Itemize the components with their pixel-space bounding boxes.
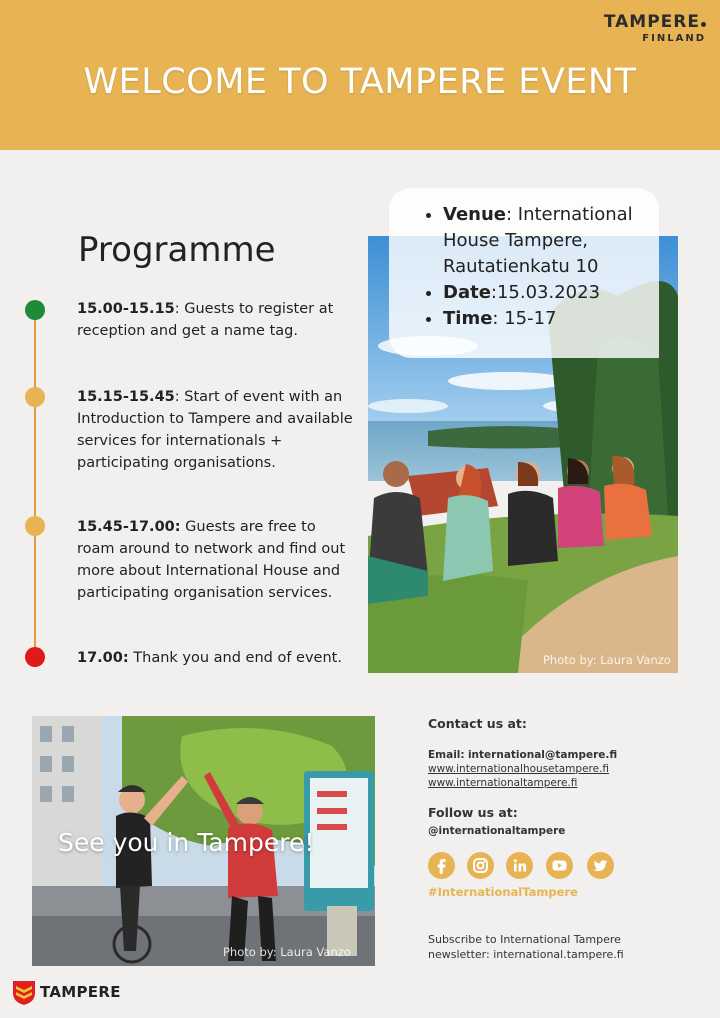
- venue-item: [443, 202, 649, 280]
- event-info-card: [389, 188, 659, 358]
- linkedin-icon[interactable]: [506, 852, 533, 879]
- tampere-finland-logo: [604, 12, 706, 44]
- youtube-icon[interactable]: [546, 852, 573, 879]
- follow-heading: Follow us at:: [428, 805, 518, 820]
- programme-text: Start of event with an Introduction to Tampere and available services for internationals + participating organisations.: [77, 389, 353, 471]
- timeline-line: [34, 310, 36, 658]
- event-info-list: [421, 202, 649, 332]
- email-address[interactable]: international@tampere.fi: [467, 749, 618, 761]
- programme-time: 17.00:: [77, 650, 129, 666]
- timeline-dot: [25, 516, 45, 536]
- page-title: WELCOME TO TAMPERE EVENT: [83, 62, 637, 102]
- programme-time: 15.00-15.15: [77, 301, 175, 317]
- email-label: Email:: [428, 749, 465, 761]
- instagram-icon[interactable]: [467, 852, 494, 879]
- brand-name: TAMPERE: [603, 12, 700, 32]
- email-line: [428, 748, 617, 762]
- subscribe-text: [428, 932, 624, 962]
- venue-label: Venue: [443, 204, 506, 225]
- time-item: [443, 306, 649, 332]
- subscribe-line: Subscribe to International Tampere: [428, 933, 621, 946]
- programme-separator: :: [174, 389, 185, 405]
- programme-text: Thank you and end of event.: [133, 650, 342, 666]
- photo-credit: Photo by: Laura Vanzo: [543, 653, 671, 667]
- date-value: :15.03.2023: [490, 282, 601, 303]
- programme-text: Guests to register at reception and get a name tag.: [77, 301, 334, 339]
- subscribe-line: newsletter: international.tampere.fi: [428, 948, 624, 961]
- programme-time: 15.45-17.00:: [77, 519, 181, 535]
- brand-dot-icon: [701, 22, 706, 27]
- timeline-dot-start: [25, 300, 45, 320]
- programme-separator: :: [174, 301, 185, 317]
- photo-credit: Photo by: Laura Vanzo: [223, 945, 351, 959]
- twitter-icon[interactable]: [587, 852, 614, 879]
- programme-item: [77, 298, 357, 342]
- contact-heading: Contact us at:: [428, 716, 527, 731]
- venue-value: : International House Tampere, Rautatienkatu 10: [443, 204, 633, 277]
- time-value: : 15-17: [492, 308, 557, 329]
- programme-item: [77, 647, 357, 669]
- programme-time: 15.15-15.45: [77, 389, 175, 405]
- programme-title: Programme: [78, 230, 276, 270]
- website-link-tampere[interactable]: www.internationaltampere.fi: [428, 777, 578, 789]
- hashtag: #InternationalTampere: [428, 885, 578, 899]
- programme-text: Guests are free to roam around to network and find out more about International House and participating organisation services.: [77, 519, 346, 601]
- programme-item: [77, 386, 357, 474]
- timeline-dot-end: [25, 647, 45, 667]
- social-handle: @internationaltampere: [428, 825, 566, 837]
- header-banner: [0, 0, 720, 150]
- programme-item: [77, 516, 357, 604]
- tampere-crest-icon: [12, 980, 36, 1011]
- date-item: [443, 280, 649, 306]
- website-link-house[interactable]: www.internationalhousetampere.fi: [428, 763, 610, 775]
- date-label: Date: [443, 282, 491, 303]
- footer-logo-text: TAMPERE: [40, 983, 121, 1001]
- timeline-dot: [25, 387, 45, 407]
- see-you-caption: See you in Tampere!: [58, 828, 315, 857]
- facebook-icon[interactable]: [428, 852, 455, 879]
- brand-subtitle: FINLAND: [642, 33, 706, 44]
- time-label: Time: [443, 308, 493, 329]
